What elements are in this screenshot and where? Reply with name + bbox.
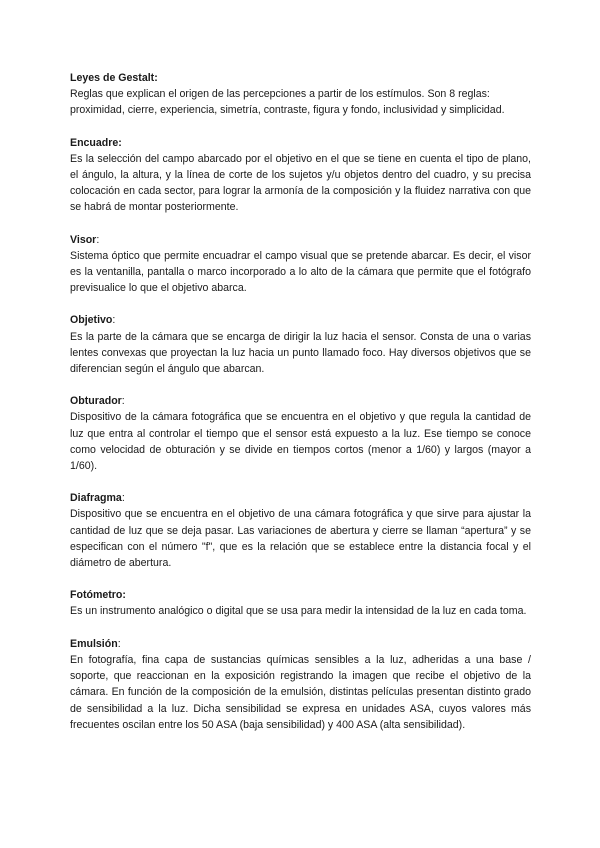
term-colon: : xyxy=(121,492,125,505)
term-colon: : xyxy=(122,589,126,602)
term-colon: : xyxy=(154,72,158,84)
section-heading xyxy=(70,587,531,603)
term-definition: Sistema óptico que permite encuadrar el campo visual que se pretende abarcar. Es decir, el visor es la ventanilla, pantalla o marco incorporado a lo alto de la cámara que permite que el fotógrafo previsualice lo que el objetivo abarca. xyxy=(70,249,531,295)
term-label: Diafragma xyxy=(70,492,122,505)
term-definition: Es la parte de la cámara que se encarga de dirigir la luz hacia el sensor. Consta de una o varias lentes convexas que proyectan la luz hacia un punto llamado foco. Hay diversos objetivos que se diferencian según el ángulo que abarcan. xyxy=(70,330,531,376)
term-label: Fotómetro xyxy=(70,589,123,602)
section-emulsion xyxy=(70,636,531,733)
term-label: Leyes de Gestalt xyxy=(70,72,155,84)
document-page xyxy=(70,70,531,749)
term-colon: : xyxy=(118,136,122,149)
term-label: Visor xyxy=(70,233,97,246)
term-definition: Dispositivo de la cámara fotográfica que se encuentra en el objetivo y que regula la cantidad de luz que entra al controlar el tiempo que el sensor está expuesto a la luz. Ese tiempo se conoce como velocidad de obturación y se divide en tiempos cortos (menor a 1/60) y largos (mayor a 1/60). xyxy=(70,411,531,473)
term-label: Objetivo xyxy=(70,314,113,327)
section-obturador xyxy=(70,393,531,474)
term-definition: Es un instrumento analógico o digital que se usa para medir la intensidad de la luz en cada toma. xyxy=(70,605,527,618)
term-colon: : xyxy=(117,637,121,650)
section-heading xyxy=(70,312,531,328)
term-definition: Reglas que explican el origen de las percepciones a partir de los estímulos. Son 8 reglas: proximidad, cierre, experiencia, simetría, contraste, figura y fondo, inclusividad y simplicidad. xyxy=(70,88,505,117)
section-heading xyxy=(70,636,531,652)
term-definition: En fotografía, fina capa de sustancias químicas sensibles a la luz, adheridas a una base / soporte, que reaccionan en la exposición registrando la imagen que recibe el objetivo de la cámara. En función de la composición de la emulsión, distintas películas presentan distinto grado de sensibilidad a la luz. Dicha sensibilidad se expresa en unidades ASA, cuyos valores más frecuentes oscilan entre los 50 ASA (baja sensibilidad) y 400 ASA (alta sensibilidad). xyxy=(70,653,531,731)
term-label: Encuadre xyxy=(70,136,119,149)
term-label: Obturador xyxy=(70,395,122,408)
section-heading xyxy=(70,393,531,409)
section-fotometro xyxy=(70,587,531,619)
term-colon: : xyxy=(96,233,100,246)
section-heading xyxy=(70,70,531,86)
section-leyes-de-gestalt xyxy=(70,70,531,119)
section-encuadre xyxy=(70,135,531,216)
section-objetivo xyxy=(70,312,531,377)
term-colon: : xyxy=(121,395,125,408)
section-heading xyxy=(70,232,531,248)
section-heading xyxy=(70,490,531,506)
section-visor xyxy=(70,232,531,297)
term-definition: Dispositivo que se encuentra en el objetivo de una cámara fotográfica y que sirve para ajustar la cantidad de luz que se deja pasar. Las variaciones de abertura y cierre se llaman “apertura” y se especifican con el número "f", que es la relación que se establece entre la distancia focal y el diámetro de abertura. xyxy=(70,508,531,570)
section-diafragma xyxy=(70,490,531,571)
term-definition: Es la selección del campo abarcado por el objetivo en el que se tiene en cuenta el tipo de plano, el ángulo, la altura, y la línea de corte de los sujetos y/u objetos dentro del cuadro, y su precisa colocación en cada sector, para lograr la armonía de la composición y la fluidez narrativa con que se habrá de montar posteriormente. xyxy=(70,152,531,214)
section-heading xyxy=(70,135,531,151)
term-colon: : xyxy=(112,314,116,327)
term-label: Emulsión xyxy=(70,637,118,650)
